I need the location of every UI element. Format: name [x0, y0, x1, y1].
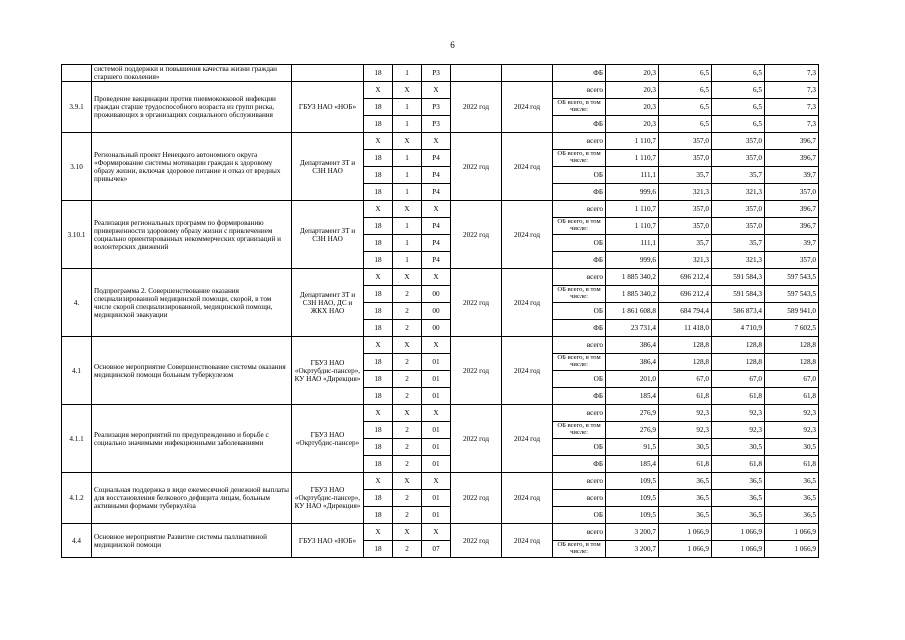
amount-2023: 30,5 — [712, 439, 765, 456]
item-number: 4.1.1 — [62, 405, 92, 473]
end-year: 2024 год — [502, 405, 553, 473]
code-cell: 2 — [393, 456, 422, 473]
code-cell: 2 — [393, 490, 422, 507]
amount-2024: 7,3 — [765, 99, 819, 116]
code-cell: Р4 — [422, 167, 451, 184]
amount-2024: 597 543,5 — [765, 269, 819, 286]
code-cell: 01 — [422, 371, 451, 388]
code-cell: 18 — [364, 252, 393, 269]
code-cell: Х — [393, 133, 422, 150]
code-cell: 18 — [364, 439, 393, 456]
item-number: 4.1 — [62, 337, 92, 405]
amount-2023: 35,7 — [712, 167, 765, 184]
code-cell: 18 — [364, 320, 393, 337]
code-cell: Х — [364, 82, 393, 99]
funding-source: ОБ — [553, 167, 606, 184]
code-cell: 01 — [422, 388, 451, 405]
item-number: 4.1.2 — [62, 473, 92, 524]
amount-2024: 39,7 — [765, 167, 819, 184]
amount-2023: 357,0 — [712, 218, 765, 235]
code-cell: 2 — [393, 507, 422, 524]
funding-source: ОБ всего, в том числе: — [553, 150, 606, 167]
amount-total: 1 861 608,8 — [606, 303, 659, 320]
amount-2023: 6,5 — [712, 82, 765, 99]
code-cell: 2 — [393, 422, 422, 439]
code-cell: Х — [364, 269, 393, 286]
amount-total: 23 731,4 — [606, 320, 659, 337]
item-number: 3.10 — [62, 133, 92, 201]
code-cell: 18 — [364, 490, 393, 507]
amount-total: 386,4 — [606, 354, 659, 371]
code-cell: 07 — [422, 541, 451, 558]
code-cell: 01 — [422, 439, 451, 456]
amount-2023: 357,0 — [712, 150, 765, 167]
amount-2024: 36,5 — [765, 473, 819, 490]
amount-2023: 6,5 — [712, 65, 765, 82]
amount-2023: 4 710,9 — [712, 320, 765, 337]
code-cell: Х — [393, 82, 422, 99]
code-cell: 01 — [422, 456, 451, 473]
code-cell: Х — [393, 524, 422, 541]
code-cell: Х — [393, 337, 422, 354]
code-cell: 00 — [422, 286, 451, 303]
code-cell: 18 — [364, 65, 393, 82]
code-cell: Х — [422, 82, 451, 99]
funding-source: ОБ всего, в том числе: — [553, 541, 606, 558]
start-year: 2022 год — [451, 201, 502, 269]
amount-total: 109,5 — [606, 490, 659, 507]
funding-source: всего — [553, 133, 606, 150]
amount-2022: 684 794,4 — [659, 303, 712, 320]
amount-2023: 586 873,4 — [712, 303, 765, 320]
code-cell: 1 — [393, 167, 422, 184]
amount-2024: 396,7 — [765, 201, 819, 218]
funding-source: всего — [553, 405, 606, 422]
code-cell: 2 — [393, 371, 422, 388]
code-cell: Х — [393, 473, 422, 490]
amount-2023: 591 584,3 — [712, 269, 765, 286]
amount-total: 20,3 — [606, 116, 659, 133]
item-name: Социальная поддержка в виде ежемесячной денежной выплаты для восстановления белкового дефицита лицам, больным активными формами туберкулёза — [92, 473, 292, 524]
code-cell: 1 — [393, 65, 422, 82]
amount-total: 201,0 — [606, 371, 659, 388]
amount-2022: 6,5 — [659, 116, 712, 133]
code-cell: 18 — [364, 371, 393, 388]
amount-2024: 589 941,0 — [765, 303, 819, 320]
funding-source: ОБ — [553, 371, 606, 388]
item-name: Реализация региональных программ по формированию приверженности здоровому образу жизни с привлечением социально ориентированных некоммерческих организаций и волонтерских движений — [92, 201, 292, 269]
amount-2024: 30,5 — [765, 439, 819, 456]
amount-2022: 6,5 — [659, 82, 712, 99]
amount-2024: 396,7 — [765, 133, 819, 150]
amount-2022: 92,3 — [659, 422, 712, 439]
code-cell: Р3 — [422, 65, 451, 82]
start-year: 2022 год — [451, 133, 502, 201]
table-row — [62, 405, 819, 422]
code-cell: 00 — [422, 320, 451, 337]
start-year: 2022 год — [451, 337, 502, 405]
amount-2023: 36,5 — [712, 490, 765, 507]
amount-2022: 696 212,4 — [659, 269, 712, 286]
amount-total: 111,1 — [606, 167, 659, 184]
code-cell: 01 — [422, 490, 451, 507]
amount-2024: 7,3 — [765, 82, 819, 99]
code-cell: 2 — [393, 286, 422, 303]
amount-2023: 128,8 — [712, 354, 765, 371]
code-cell: Х — [364, 201, 393, 218]
start-year: 2022 год — [451, 269, 502, 337]
code-cell: Х — [422, 473, 451, 490]
item-number: 4.4 — [62, 524, 92, 558]
item-name: системой поддержки и повышения качества жизни граждан старшего поколения» — [92, 65, 292, 82]
item-number: 3.9.1 — [62, 82, 92, 133]
item-executor — [292, 65, 364, 82]
code-cell: Х — [393, 269, 422, 286]
code-cell: Р4 — [422, 150, 451, 167]
code-cell: 18 — [364, 507, 393, 524]
amount-2024: 92,3 — [765, 422, 819, 439]
end-year: 2024 год — [502, 337, 553, 405]
code-cell: Х — [364, 405, 393, 422]
amount-2022: 61,8 — [659, 388, 712, 405]
start-year: 2022 год — [451, 524, 502, 558]
code-cell: 1 — [393, 116, 422, 133]
code-cell: 18 — [364, 167, 393, 184]
funding-source: ОБ — [553, 507, 606, 524]
amount-2022: 321,3 — [659, 184, 712, 201]
code-cell: 1 — [393, 99, 422, 116]
amount-2022: 696 212,4 — [659, 286, 712, 303]
funding-source: всего — [553, 524, 606, 541]
item-name: Реализация мероприятий по предупреждению и борьбе с социально значимыми инфекционными заболеваниями — [92, 405, 292, 473]
code-cell: 01 — [422, 354, 451, 371]
table-row — [62, 269, 819, 286]
amount-total: 276,9 — [606, 405, 659, 422]
item-number: 3.10.1 — [62, 201, 92, 269]
end-year — [502, 65, 553, 82]
code-cell: Р3 — [422, 99, 451, 116]
budget-table — [61, 64, 819, 558]
funding-source: всего — [553, 269, 606, 286]
item-executor: Департамент ЗТ и СЗН НАО — [292, 201, 364, 269]
code-cell: Х — [422, 269, 451, 286]
code-cell: 2 — [393, 320, 422, 337]
amount-2022: 321,3 — [659, 252, 712, 269]
amount-2023: 6,5 — [712, 99, 765, 116]
code-cell: Х — [364, 473, 393, 490]
code-cell: Р4 — [422, 235, 451, 252]
amount-2024: 7,3 — [765, 116, 819, 133]
end-year: 2024 год — [502, 133, 553, 201]
amount-2023: 61,8 — [712, 456, 765, 473]
code-cell: Р4 — [422, 218, 451, 235]
item-executor: ГБУЗ НАО «Окртубдис-пансер» — [292, 405, 364, 473]
code-cell: Р3 — [422, 116, 451, 133]
amount-total: 1 110,7 — [606, 201, 659, 218]
funding-source: всего — [553, 490, 606, 507]
amount-2022: 67,0 — [659, 371, 712, 388]
funding-source: ФБ — [553, 252, 606, 269]
code-cell: 18 — [364, 99, 393, 116]
code-cell: Х — [364, 133, 393, 150]
amount-2022: 61,8 — [659, 456, 712, 473]
amount-2022: 36,5 — [659, 490, 712, 507]
amount-2022: 35,7 — [659, 167, 712, 184]
amount-total: 20,3 — [606, 65, 659, 82]
funding-source: ФБ — [553, 388, 606, 405]
funding-source: ОБ всего, в том числе: — [553, 218, 606, 235]
funding-source: всего — [553, 201, 606, 218]
funding-source: ОБ всего, в том числе: — [553, 99, 606, 116]
amount-2022: 1 066,9 — [659, 541, 712, 558]
funding-source: ОБ — [553, 439, 606, 456]
amount-2024: 36,5 — [765, 490, 819, 507]
amount-total: 1 110,7 — [606, 218, 659, 235]
funding-source: ОБ — [553, 235, 606, 252]
amount-2023: 92,3 — [712, 405, 765, 422]
funding-source: ФБ — [553, 116, 606, 133]
code-cell: 18 — [364, 354, 393, 371]
item-executor: ГБУЗ НАО «НОБ» — [292, 82, 364, 133]
code-cell: 18 — [364, 150, 393, 167]
amount-total: 3 200,7 — [606, 524, 659, 541]
code-cell: 1 — [393, 184, 422, 201]
amount-2024: 39,7 — [765, 235, 819, 252]
amount-2023: 1 066,9 — [712, 524, 765, 541]
funding-source: ОБ всего, в том числе: — [553, 354, 606, 371]
code-cell: Х — [364, 337, 393, 354]
code-cell: 18 — [364, 541, 393, 558]
amount-2024: 128,8 — [765, 354, 819, 371]
funding-source: ФБ — [553, 320, 606, 337]
code-cell: 18 — [364, 184, 393, 201]
amount-2023: 92,3 — [712, 422, 765, 439]
start-year — [451, 65, 502, 82]
amount-2022: 92,3 — [659, 405, 712, 422]
end-year: 2024 год — [502, 473, 553, 524]
amount-2022: 357,0 — [659, 218, 712, 235]
code-cell: 2 — [393, 388, 422, 405]
amount-2024: 396,7 — [765, 218, 819, 235]
code-cell: Х — [364, 524, 393, 541]
code-cell: Х — [422, 337, 451, 354]
amount-total: 1 885 340,2 — [606, 269, 659, 286]
item-executor: Департамент ЗТ и СЗН НАО — [292, 133, 364, 201]
amount-total: 386,4 — [606, 337, 659, 354]
end-year: 2024 год — [502, 82, 553, 133]
amount-total: 111,1 — [606, 235, 659, 252]
code-cell: 2 — [393, 303, 422, 320]
item-executor: ГБУЗ НАО «Окртубдис-пансер», КУ НАО «Дирекция» — [292, 337, 364, 405]
amount-2023: 357,0 — [712, 133, 765, 150]
amount-total: 999,6 — [606, 184, 659, 201]
code-cell: Х — [422, 405, 451, 422]
amount-total: 20,3 — [606, 82, 659, 99]
item-name: Проведение вакцинации против пневмококковой инфекции граждан старше трудоспособного возраста из групп риска, проживающих в организациях социального обслуживания — [92, 82, 292, 133]
item-number: 4. — [62, 269, 92, 337]
amount-total: 185,4 — [606, 388, 659, 405]
funding-source: всего — [553, 473, 606, 490]
amount-2023: 67,0 — [712, 371, 765, 388]
code-cell: Х — [422, 524, 451, 541]
amount-2023: 357,0 — [712, 201, 765, 218]
amount-2022: 357,0 — [659, 201, 712, 218]
amount-total: 185,4 — [606, 456, 659, 473]
amount-total: 1 110,7 — [606, 150, 659, 167]
amount-2022: 6,5 — [659, 65, 712, 82]
table-row — [62, 524, 819, 541]
code-cell: 18 — [364, 388, 393, 405]
amount-2024: 7 602,5 — [765, 320, 819, 337]
amount-total: 3 200,7 — [606, 541, 659, 558]
amount-2023: 321,3 — [712, 252, 765, 269]
code-cell: Р4 — [422, 184, 451, 201]
code-cell: 2 — [393, 541, 422, 558]
end-year: 2024 год — [502, 269, 553, 337]
code-cell: Р4 — [422, 252, 451, 269]
item-name: Основное мероприятие Совершенствование системы оказания медицинской помощи больным туберкулезом — [92, 337, 292, 405]
start-year: 2022 год — [451, 82, 502, 133]
amount-2023: 321,3 — [712, 184, 765, 201]
item-executor: ГБУЗ НАО «Окртубдис-пансер», КУ НАО «Дирекция» — [292, 473, 364, 524]
page-number: 6 — [450, 40, 455, 50]
table-row — [62, 337, 819, 354]
code-cell: 18 — [364, 235, 393, 252]
end-year: 2024 год — [502, 524, 553, 558]
amount-2022: 128,8 — [659, 337, 712, 354]
amount-2022: 1 066,9 — [659, 524, 712, 541]
amount-2024: 128,8 — [765, 337, 819, 354]
end-year: 2024 год — [502, 201, 553, 269]
code-cell: 18 — [364, 303, 393, 320]
code-cell: Х — [422, 201, 451, 218]
amount-2022: 35,7 — [659, 235, 712, 252]
amount-2024: 92,3 — [765, 405, 819, 422]
amount-2024: 396,7 — [765, 150, 819, 167]
amount-total: 109,5 — [606, 473, 659, 490]
code-cell: Х — [422, 133, 451, 150]
amount-2022: 30,5 — [659, 439, 712, 456]
item-name: Основное мероприятие Развитие системы паллиативной медицинской помощи — [92, 524, 292, 558]
code-cell: 00 — [422, 303, 451, 320]
code-cell: 1 — [393, 150, 422, 167]
funding-source: ФБ — [553, 184, 606, 201]
amount-2022: 36,5 — [659, 473, 712, 490]
amount-2023: 591 584,3 — [712, 286, 765, 303]
amount-2024: 61,8 — [765, 456, 819, 473]
amount-total: 91,5 — [606, 439, 659, 456]
code-cell: 18 — [364, 456, 393, 473]
code-cell: 18 — [364, 116, 393, 133]
amount-2023: 128,8 — [712, 337, 765, 354]
funding-source: всего — [553, 337, 606, 354]
amount-2024: 357,0 — [765, 184, 819, 201]
amount-2024: 36,5 — [765, 507, 819, 524]
code-cell: 2 — [393, 354, 422, 371]
code-cell: 01 — [422, 507, 451, 524]
amount-2023: 36,5 — [712, 473, 765, 490]
start-year: 2022 год — [451, 473, 502, 524]
code-cell: 1 — [393, 252, 422, 269]
amount-2024: 67,0 — [765, 371, 819, 388]
amount-2022: 128,8 — [659, 354, 712, 371]
code-cell: 18 — [364, 286, 393, 303]
amount-total: 20,3 — [606, 99, 659, 116]
funding-source: всего — [553, 82, 606, 99]
amount-2024: 61,8 — [765, 388, 819, 405]
amount-total: 1 885 340,2 — [606, 286, 659, 303]
code-cell: 18 — [364, 422, 393, 439]
code-cell: 1 — [393, 235, 422, 252]
code-cell: Х — [393, 201, 422, 218]
code-cell: 2 — [393, 439, 422, 456]
funding-source: ОБ — [553, 303, 606, 320]
code-cell: 18 — [364, 218, 393, 235]
amount-total: 276,9 — [606, 422, 659, 439]
amount-total: 1 110,7 — [606, 133, 659, 150]
code-cell: 1 — [393, 218, 422, 235]
amount-2023: 35,7 — [712, 235, 765, 252]
table-row — [62, 473, 819, 490]
amount-2023: 61,8 — [712, 388, 765, 405]
table-row — [62, 133, 819, 150]
amount-2022: 36,5 — [659, 507, 712, 524]
amount-total: 109,5 — [606, 507, 659, 524]
table-row — [62, 82, 819, 99]
amount-2024: 357,0 — [765, 252, 819, 269]
table-row — [62, 201, 819, 218]
item-executor: ГБУЗ НАО «НОБ» — [292, 524, 364, 558]
amount-2024: 597 543,5 — [765, 286, 819, 303]
funding-source: ФБ — [553, 456, 606, 473]
amount-2023: 6,5 — [712, 116, 765, 133]
item-name: Подпрограмма 2. Совершенствование оказания специализированной медицинской помощи, скорой, в том числе скорой специализированной, медицинской помощи, медицинской эвакуации — [92, 269, 292, 337]
amount-2024: 7,3 — [765, 65, 819, 82]
item-name: Региональный проект Ненецкого автономного округа «Формирование системы мотивации граждан к здоровому образу жизни, включая здоровое питание и отказ от вредных привычек» — [92, 133, 292, 201]
amount-2024: 1 066,9 — [765, 524, 819, 541]
funding-source: ФБ — [553, 65, 606, 82]
code-cell: Х — [393, 405, 422, 422]
table-row — [62, 65, 819, 82]
funding-source: ОБ всего, в том числе: — [553, 422, 606, 439]
amount-total: 999,6 — [606, 252, 659, 269]
start-year: 2022 год — [451, 405, 502, 473]
amount-2024: 1 066,9 — [765, 541, 819, 558]
item-number — [62, 65, 92, 82]
amount-2023: 36,5 — [712, 507, 765, 524]
amount-2023: 1 066,9 — [712, 541, 765, 558]
amount-2022: 6,5 — [659, 99, 712, 116]
amount-2022: 357,0 — [659, 150, 712, 167]
funding-source: ОБ всего, в том числе: — [553, 286, 606, 303]
amount-2022: 357,0 — [659, 133, 712, 150]
amount-2022: 11 418,0 — [659, 320, 712, 337]
item-executor: Департамент ЗТ и СЗН НАО, ДС и ЖКХ НАО — [292, 269, 364, 337]
code-cell: 01 — [422, 422, 451, 439]
